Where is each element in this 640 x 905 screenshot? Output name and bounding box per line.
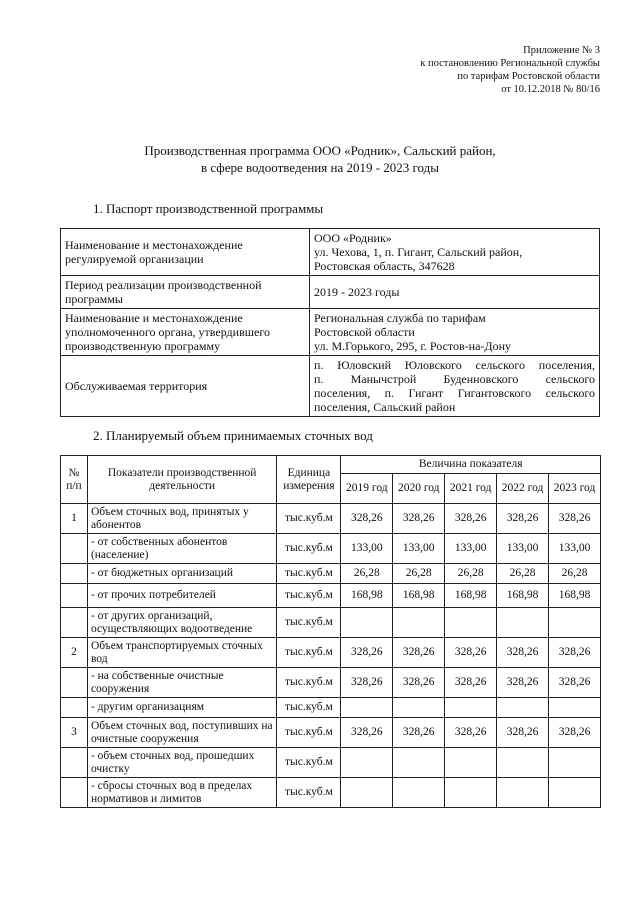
row-value — [497, 778, 549, 808]
row-value — [549, 698, 601, 718]
row-number — [61, 564, 88, 584]
row-value — [341, 748, 393, 778]
row-indicator: - сбросы сточных вод в пределах нормативов и лимитов — [87, 778, 276, 808]
section2-heading: 2. Планируемый объем принимаемых сточных вод — [93, 428, 373, 443]
row-value: 328,26 — [549, 718, 601, 748]
row-value — [393, 748, 445, 778]
passport-value — [310, 276, 600, 309]
row-unit: тыс.куб.м — [277, 638, 341, 668]
table-row — [61, 608, 601, 638]
row-value: 328,26 — [393, 668, 445, 698]
col-header-year: 2021 год — [445, 474, 497, 504]
row-unit: тыс.куб.м — [277, 748, 341, 778]
value-line: ООО «Родник» — [314, 231, 392, 245]
row-unit: тыс.куб.м — [277, 718, 341, 748]
row-value: 328,26 — [445, 668, 497, 698]
value-line: Ростовской области — [314, 325, 415, 339]
row-value: 26,28 — [497, 564, 549, 584]
row-number — [61, 668, 88, 698]
table-row — [61, 229, 600, 276]
value-line: п. Манычстрой Буденновского сельского — [314, 372, 595, 386]
row-value: 133,00 — [393, 534, 445, 564]
row-number — [61, 608, 88, 638]
row-unit: тыс.куб.м — [277, 584, 341, 608]
table-row — [61, 356, 600, 417]
row-value: 328,26 — [497, 504, 549, 534]
value-line: п. Юловский Юловского сельского поселения, — [314, 358, 595, 372]
row-value: 168,98 — [497, 584, 549, 608]
table-row — [61, 504, 601, 534]
row-value: 328,26 — [341, 718, 393, 748]
row-value: 26,28 — [445, 564, 497, 584]
passport-label: Наименование и местонахождение уполномоченного органа, утвердившего производственную программу — [61, 309, 310, 356]
row-value: 133,00 — [445, 534, 497, 564]
col-header-year: 2023 год — [549, 474, 601, 504]
row-value — [393, 698, 445, 718]
row-value: 133,00 — [341, 534, 393, 564]
col-header-unit: Единица измерения — [277, 456, 341, 504]
row-value — [445, 608, 497, 638]
row-value: 328,26 — [549, 638, 601, 668]
value-line: 2019 - 2023 годы — [314, 285, 400, 299]
row-value — [393, 778, 445, 808]
value-line: поселения, Сальский район — [314, 400, 456, 414]
col-header-year: 2020 год — [393, 474, 445, 504]
value-line: Региональная служба по тарифам — [314, 311, 486, 325]
section1-heading: 1. Паспорт производственной программы — [93, 201, 324, 216]
row-number — [61, 748, 88, 778]
row-value: 168,98 — [549, 584, 601, 608]
col-header-year: 2022 год — [497, 474, 549, 504]
value-line: ул. Чехова, 1, п. Гигант, Сальский район, — [314, 245, 523, 259]
row-value: 328,26 — [393, 718, 445, 748]
table-row — [61, 698, 601, 718]
title-line: в сфере водоотведения на 2019 - 2023 годы — [200, 160, 440, 175]
row-value: 168,98 — [393, 584, 445, 608]
row-value — [549, 748, 601, 778]
row-indicator: - от собственных абонентов (население) — [87, 534, 276, 564]
value-line: поселения, п. Гигант Гигантовского сельского — [314, 386, 595, 400]
volume-table — [60, 455, 601, 808]
row-value: 328,26 — [445, 718, 497, 748]
passport-table — [60, 228, 600, 417]
row-number — [61, 584, 88, 608]
row-value — [445, 748, 497, 778]
row-value — [341, 778, 393, 808]
table-row — [61, 778, 601, 808]
volume-table-body — [61, 504, 601, 808]
table-row — [61, 748, 601, 778]
table-row — [61, 584, 601, 608]
passport-label: Период реализации производственной программы — [61, 276, 310, 309]
row-unit: тыс.куб.м — [277, 504, 341, 534]
value-line: ул. М.Горького, 295, г. Ростов-на-Дону — [314, 339, 511, 353]
row-value — [393, 608, 445, 638]
row-value: 328,26 — [445, 504, 497, 534]
row-unit: тыс.куб.м — [277, 668, 341, 698]
document-title — [0, 142, 640, 176]
row-value: 133,00 — [497, 534, 549, 564]
row-value: 328,26 — [393, 504, 445, 534]
col-header-indicator: Показатели производственной деятельности — [87, 456, 276, 504]
row-number — [61, 534, 88, 564]
row-value: 328,26 — [497, 638, 549, 668]
row-value: 26,28 — [549, 564, 601, 584]
row-number: 3 — [61, 718, 88, 748]
row-number: 2 — [61, 638, 88, 668]
table-row — [61, 638, 601, 668]
table-row — [61, 718, 601, 748]
appendix-note — [420, 44, 600, 96]
row-indicator: Объем транспортируемых сточных вод — [87, 638, 276, 668]
col-header-value: Величина показателя — [341, 456, 601, 474]
row-value: 328,26 — [341, 668, 393, 698]
row-value — [497, 608, 549, 638]
row-value: 328,26 — [393, 638, 445, 668]
row-unit: тыс.куб.м — [277, 608, 341, 638]
appendix-line: по тарифам Ростовской области — [457, 71, 600, 82]
row-value — [445, 698, 497, 718]
row-value — [549, 778, 601, 808]
row-number — [61, 698, 88, 718]
row-indicator: - от других организаций, осуществляющих водоотведение — [87, 608, 276, 638]
row-indicator: Объем сточных вод, поступивших на очистные сооружения — [87, 718, 276, 748]
appendix-line: Приложение № 3 — [523, 45, 600, 56]
row-value — [497, 748, 549, 778]
row-value: 133,00 — [549, 534, 601, 564]
table-row — [61, 276, 600, 309]
row-value — [549, 608, 601, 638]
row-value — [497, 698, 549, 718]
row-value — [341, 698, 393, 718]
passport-label: Наименование и местонахождение регулируемой организации — [61, 229, 310, 276]
row-value: 328,26 — [549, 504, 601, 534]
row-value: 26,28 — [393, 564, 445, 584]
row-value: 168,98 — [341, 584, 393, 608]
col-header-num: № п/п — [61, 456, 88, 504]
appendix-line: к постановлению Региональной службы — [420, 58, 600, 69]
row-value: 328,26 — [341, 638, 393, 668]
row-unit: тыс.куб.м — [277, 534, 341, 564]
row-indicator: - на собственные очистные сооружения — [87, 668, 276, 698]
header-row — [61, 456, 601, 474]
table-row — [61, 309, 600, 356]
passport-value — [310, 229, 600, 276]
value-line: Ростовская область, 347628 — [314, 259, 455, 273]
table-row — [61, 564, 601, 584]
row-indicator: - от бюджетных организаций — [87, 564, 276, 584]
row-value — [341, 608, 393, 638]
row-number — [61, 778, 88, 808]
row-unit: тыс.куб.м — [277, 698, 341, 718]
appendix-line: от 10.12.2018 № 80/16 — [501, 84, 600, 95]
passport-value — [310, 309, 600, 356]
row-value: 168,98 — [445, 584, 497, 608]
row-value: 328,26 — [497, 668, 549, 698]
table-row — [61, 668, 601, 698]
row-number: 1 — [61, 504, 88, 534]
table-row — [61, 534, 601, 564]
row-unit: тыс.куб.м — [277, 564, 341, 584]
row-value: 328,26 — [549, 668, 601, 698]
passport-label: Обслуживаемая территория — [61, 356, 310, 417]
row-value — [445, 778, 497, 808]
row-value: 328,26 — [445, 638, 497, 668]
passport-value — [310, 356, 600, 417]
row-unit: тыс.куб.м — [277, 778, 341, 808]
row-value: 328,26 — [497, 718, 549, 748]
row-value: 328,26 — [341, 504, 393, 534]
row-value: 26,28 — [341, 564, 393, 584]
row-indicator: - от прочих потребителей — [87, 584, 276, 608]
row-indicator: - другим организациям — [87, 698, 276, 718]
row-indicator: Объем сточных вод, принятых у абонентов — [87, 504, 276, 534]
title-line: Производственная программа ООО «Родник», Сальский район, — [144, 143, 496, 158]
row-indicator: - объем сточных вод, прошедших очистку — [87, 748, 276, 778]
col-header-year: 2019 год — [341, 474, 393, 504]
